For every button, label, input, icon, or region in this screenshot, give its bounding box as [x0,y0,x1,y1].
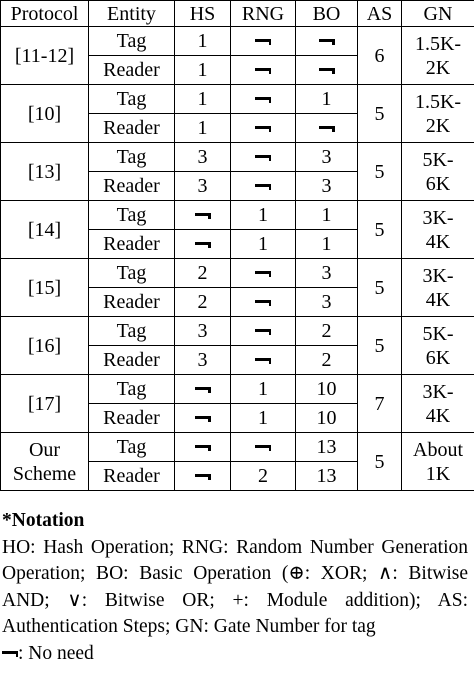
cell-value: 10 [316,407,337,429]
bo-cell [296,259,358,288]
as-cell: 5 [358,259,402,317]
cell-value: 2 [321,320,332,342]
rng-cell [231,433,296,462]
table-header-row [1,1,474,27]
gn-cell [402,27,474,85]
cell-value: 3 [197,146,208,168]
protocol-label: [10] [27,102,62,125]
protocol-label: [15] [27,276,62,299]
hs-cell [175,85,231,114]
no-need-icon [255,38,271,46]
hs-cell [175,288,231,317]
gn-cell [402,143,474,201]
protocol-cell [1,433,89,491]
gn-label: 4K [425,230,451,253]
entity-cell: Tag [89,375,175,404]
no-need-icon [255,299,271,307]
gn-label: 1K [425,462,451,485]
entity-cell: Tag [89,27,175,56]
header-rng: RNG [231,1,296,27]
cell-value: 3 [321,262,332,284]
entity-cell: Reader [89,462,175,491]
table-row [1,85,474,114]
no-need-icon [195,212,211,220]
header-hs: HS [175,1,231,27]
cell-value: 13 [316,436,337,458]
gn-label: 3K- [422,206,454,229]
cell-value: 1 [258,407,268,429]
rng-cell [231,259,296,288]
protocol-label: Our [28,438,61,461]
table-row [1,433,474,462]
rng-cell [231,375,296,404]
hs-cell [175,259,231,288]
no-need-icon [319,38,335,46]
rng-cell [231,143,296,172]
gn-label: 5K- [422,322,454,345]
protocol-label: Scheme [12,462,77,485]
gn-label: About [413,438,463,461]
gn-cell [402,375,474,433]
cell-value: 1 [197,59,208,81]
cell-value: 13 [316,465,337,487]
cell-value: 3 [197,175,208,197]
entity-cell: Reader [89,288,175,317]
cell-value: 1 [258,204,268,226]
no-need-icon [255,270,271,278]
gn-cell [402,259,474,317]
hs-cell [175,317,231,346]
entity-cell: Tag [89,433,175,462]
entity-cell: Reader [89,404,175,433]
bo-cell [296,346,358,375]
no-need-icon [195,241,211,249]
rng-cell [231,172,296,201]
as-cell: 5 [358,201,402,259]
entity-cell: Reader [89,230,175,259]
hs-cell [175,230,231,259]
entity-cell: Tag [89,85,175,114]
table-row [1,259,474,288]
no-need-icon [255,96,271,104]
no-need-icon [255,328,271,336]
protocol-label: [16] [27,334,62,357]
rng-cell [231,404,296,433]
protocol-cell [1,201,89,259]
rng-cell [231,27,296,56]
entity-cell: Reader [89,114,175,143]
cell-value: 2 [197,262,208,284]
no-need-label: : No need [18,642,94,664]
protocol-cell [1,375,89,433]
cell-value: 10 [316,378,337,400]
no-need-icon [255,67,271,75]
bo-cell [296,85,358,114]
gn-label: 3K- [422,380,454,403]
no-need-icon [255,444,271,452]
gn-cell [402,85,474,143]
cell-value: 2 [321,349,332,371]
hs-cell [175,462,231,491]
protocol-cell [1,85,89,143]
entity-cell: Tag [89,201,175,230]
cell-value: 3 [321,175,332,197]
gn-label: 6K [425,346,451,369]
cell-value: 3 [321,291,332,313]
entity-cell: Tag [89,259,175,288]
cell-value: 1 [321,233,332,255]
no-need-icon [255,183,271,191]
cell-value: 1 [197,30,208,52]
table-row [1,143,474,172]
notation-text: HO: Hash Operation; RNG: Random Number Generation Operation; BO: Basic Operation (⊕: XOR; ∧: Bitwise AND; ∨: Bitwise OR; +: Module addition); AS: Authentication Steps; GN: Gate Number for tag [2,536,468,637]
bo-cell [296,317,358,346]
no-need-icon [195,415,211,423]
protocol-cell [1,143,89,201]
rng-cell [231,288,296,317]
gn-label: 2K [425,114,451,137]
hs-cell [175,143,231,172]
header-gn: GN [402,1,474,27]
gn-cell [402,433,474,491]
bo-cell [296,375,358,404]
bo-cell [296,230,358,259]
hs-cell [175,375,231,404]
rng-cell [231,230,296,259]
gn-cell [402,317,474,375]
protocol-cell [1,317,89,375]
table-body [1,27,474,491]
header-bo: BO [296,1,358,27]
no-need-icon [319,125,335,133]
hs-cell [175,201,231,230]
entity-cell: Reader [89,56,175,85]
no-need-icon [2,650,18,658]
no-need-icon [255,125,271,133]
no-need-icon [195,444,211,452]
as-cell: 6 [358,27,402,85]
gn-label: 6K [425,172,451,195]
protocol-cell [1,259,89,317]
as-cell: 5 [358,317,402,375]
no-need-icon [195,473,211,481]
cell-value: 2 [258,465,268,487]
hs-cell [175,346,231,375]
no-need-icon [195,386,211,394]
gn-label: 3K- [422,264,454,287]
cell-value: 1 [197,88,208,110]
cell-value: 1 [321,88,332,110]
gn-label: 1.5K- [414,32,462,55]
rng-cell [231,462,296,491]
cell-value: 1 [197,117,208,139]
entity-cell: Reader [89,172,175,201]
as-cell: 7 [358,375,402,433]
protocol-label: [11-12] [14,44,75,67]
bo-cell [296,433,358,462]
entity-cell: Tag [89,143,175,172]
hs-cell [175,404,231,433]
table-row [1,317,474,346]
protocol-cell [1,27,89,85]
gn-label: 5K- [422,148,454,171]
protocol-label: [14] [27,218,62,241]
as-cell: 5 [358,143,402,201]
header-protocol: Protocol [1,1,89,27]
gn-cell [402,201,474,259]
table-row [1,375,474,404]
as-cell: 5 [358,433,402,491]
bo-cell [296,404,358,433]
cell-value: 3 [197,320,208,342]
rng-cell [231,56,296,85]
header-entity: Entity [89,1,175,27]
bo-cell [296,114,358,143]
as-cell: 5 [358,85,402,143]
rng-cell [231,346,296,375]
hs-cell [175,114,231,143]
cell-value: 3 [197,349,208,371]
cell-value: 1 [321,204,332,226]
cell-value: 1 [258,233,268,255]
gn-label: 4K [425,288,451,311]
cell-value: 3 [321,146,332,168]
table-row [1,201,474,230]
bo-cell [296,462,358,491]
notation-section [2,508,468,667]
rng-cell [231,85,296,114]
hs-cell [175,56,231,85]
no-need-icon [255,357,271,365]
header-as: AS [358,1,402,27]
hs-cell [175,27,231,56]
no-need-icon [255,154,271,162]
bo-cell [296,172,358,201]
hs-cell [175,433,231,462]
bo-cell [296,56,358,85]
entity-cell: Tag [89,317,175,346]
cell-value: 1 [258,378,268,400]
rng-cell [231,114,296,143]
bo-cell [296,143,358,172]
bo-cell [296,201,358,230]
bo-cell [296,288,358,317]
rng-cell [231,201,296,230]
protocol-label: [17] [27,392,62,415]
no-need-legend [2,641,468,668]
bo-cell [296,27,358,56]
protocol-label: [13] [27,160,62,183]
cell-value: 2 [197,291,208,313]
gn-label: 1.5K- [414,90,462,113]
hs-cell [175,172,231,201]
table-row [1,27,474,56]
entity-cell: Reader [89,346,175,375]
notation-heading: *Notation [2,510,85,531]
gn-label: 2K [425,56,451,79]
gn-label: 4K [425,404,451,427]
no-need-icon [319,67,335,75]
rng-cell [231,317,296,346]
